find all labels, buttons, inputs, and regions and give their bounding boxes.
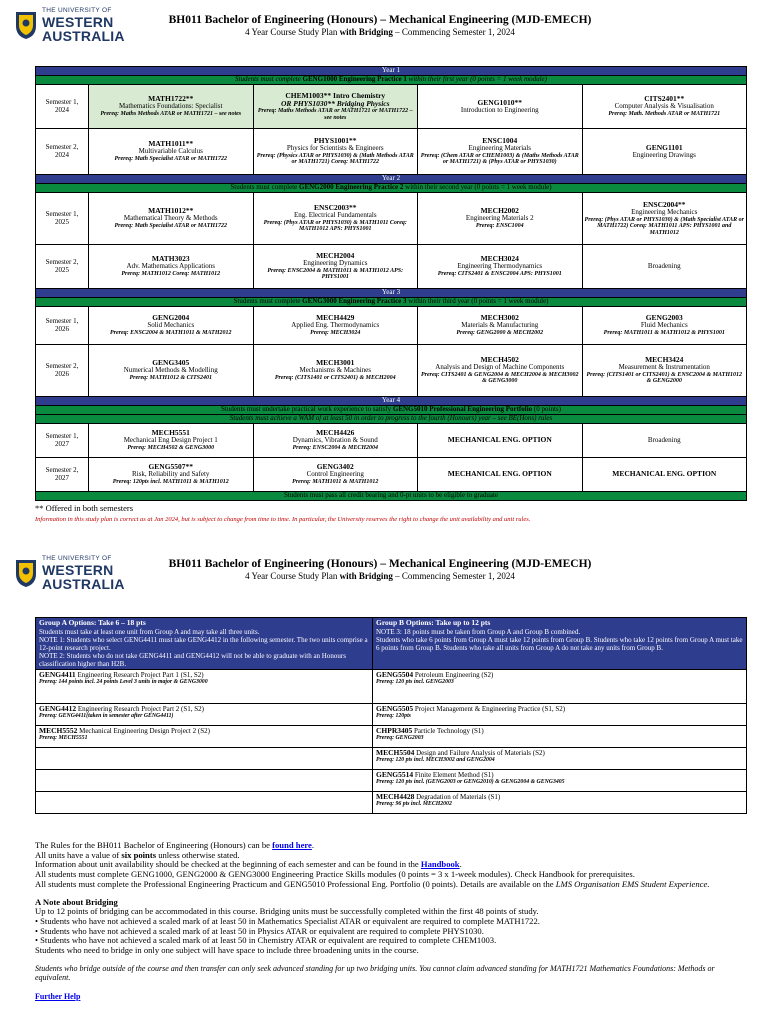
unit-code: MECH2002	[480, 206, 519, 216]
unit-cell	[89, 193, 254, 245]
unit-cell	[582, 129, 747, 175]
group-a-unit	[36, 747, 373, 769]
unit-name: MECHANICAL ENG. OPTION	[612, 469, 717, 479]
logo-line-2: WESTERN	[42, 561, 114, 578]
group-b-unit	[373, 669, 747, 703]
unit-cell	[418, 424, 583, 458]
option-unit-name: Engineering Research Project Part 2 (S1, S2)	[76, 704, 205, 713]
crest-icon	[14, 10, 38, 40]
semester-row	[36, 307, 747, 345]
unit-code: MATH3023	[151, 254, 190, 264]
year-2-header: Year 2	[36, 175, 747, 184]
unit-cell	[253, 424, 418, 458]
option-unit-prereq: Prereq: 120 pts incl. MECH3002 and GENG2004	[376, 757, 495, 764]
unit-cell	[418, 458, 583, 492]
unit-cell	[582, 307, 747, 345]
unit-name: Control Engineering	[306, 470, 364, 479]
option-unit-name: Particle Technology (S1)	[412, 726, 484, 735]
unit-name: Broadening	[647, 435, 681, 444]
unit-cell	[418, 307, 583, 345]
group-b-unit	[373, 791, 747, 813]
uwa-logo	[14, 8, 125, 43]
logo-line-1: THE UNIVERSITY OF	[42, 555, 112, 562]
unit-prereq: Prereq: MECH4502 & GENG3000	[127, 445, 215, 452]
logo-line-3: AUSTRALIA	[42, 27, 125, 44]
unit-prereq: Prereq: Maths Methods ATAR or MATH1721 – see notes	[100, 111, 242, 118]
unit-code: MATH1722**	[148, 94, 194, 104]
option-row	[36, 725, 747, 747]
unit-code: MECH5551	[151, 428, 190, 438]
unit-code: ENSC1004	[482, 135, 518, 145]
option-row	[36, 791, 747, 813]
option-row	[36, 703, 747, 725]
unit-name: Computer Analysis & Visualisation	[614, 102, 714, 111]
unit-name: Engineering Thermodynamics	[457, 262, 543, 271]
unit-name: MECHANICAL ENG. OPTION	[447, 469, 552, 479]
unit-name: Engineering Dynamics	[303, 259, 368, 268]
unit-cell	[418, 193, 583, 245]
year-1-note: Students must complete GENG1000 Engineering Practice 1 within their first year (0 points = 1 week module)	[36, 76, 747, 85]
unit-cell	[418, 245, 583, 289]
handbook-line: Information about unit availability should be checked at the beginning of each semester and can be found in the Handbook.	[35, 859, 462, 870]
unit-code: MECH3424	[645, 354, 684, 364]
graduation-note: Students must pass all credit bearing and 0-pt units to be eligible to graduate	[36, 492, 747, 501]
unit-prereq: Prereq: Math Specialist ATAR or MATH1722	[114, 223, 228, 230]
unit-prereq: Prereq: Math Specialist ATAR or MATH1722	[114, 156, 228, 163]
unit-code: CHEM1003** Intro Chemistry	[285, 90, 386, 100]
unit-name: Physics for Scientists & Engineers	[286, 144, 384, 153]
semester-row	[36, 85, 747, 129]
unit-name: Eng. Electrical Fundamentals	[293, 211, 377, 220]
unit-code: MECH3001	[316, 358, 355, 368]
study-plan-table	[35, 66, 747, 501]
unit-prereq: Prereq: MATH1012 & CITS2401	[129, 375, 212, 382]
unit-prereq: Prereq: Math. Methods ATAR or MATH1721	[608, 111, 721, 118]
semester-label: Semester 1, 2027	[36, 424, 89, 458]
unit-name: Mechanical Eng Design Project 1	[123, 436, 218, 445]
semester-label: Semester 2, 2025	[36, 245, 89, 289]
offered-note: ** Offered in both semesters	[35, 503, 134, 513]
year-3-header: Year 3	[36, 289, 747, 298]
option-unit-code: GENG5504	[376, 669, 414, 679]
group-a-unit	[36, 703, 373, 725]
year-4-note-2: Students must achieve a WAM of at least 50 in order to progress to the fourth (Honours) year – see BE(Hons) rules	[36, 415, 747, 424]
unit-name: Dynamics, Vibration & Sound	[292, 436, 378, 445]
unit-name: Adv. Mathematics Applications	[126, 262, 215, 271]
semester-label: Semester 1, 2026	[36, 307, 89, 345]
option-row	[36, 769, 747, 791]
option-unit-code: MECH5552	[39, 725, 78, 735]
crest-icon	[14, 558, 38, 588]
unit-cell	[418, 129, 583, 175]
unit-cell	[253, 307, 418, 345]
unit-name: Introduction to Engineering	[460, 105, 539, 114]
unit-cell	[418, 345, 583, 397]
bridging-line-4: • Students who have not achieved a scaled mark of at least 50 in Chemistry ATAR or equivalent are required to complete CHEM1003.	[35, 935, 497, 946]
unit-name: Numerical Methods & Modelling	[123, 366, 218, 375]
unit-cell	[582, 85, 747, 129]
unit-name: Analysis and Design of Machine Components	[435, 363, 565, 372]
disclaimer: Information in this study plan is correct as at Jan 2024, but is subject to change from time to time. In particular, the University reserves the right to change the unit availability and unit rules.	[35, 516, 531, 523]
unit-cell	[582, 245, 747, 289]
semester-label: Semester 1, 2025	[36, 193, 89, 245]
unit-prereq: Prereq: (Physics ATAR or PHYS1030) & (Math Methods ATAR or MATH1721) Coreq: MATH1722	[256, 152, 414, 166]
unit-prereq: Prereq: (CITS1401 or CITS2401) & MECH2004	[274, 375, 396, 382]
unit-name: Engineering Mechanics	[631, 207, 698, 216]
group-a-unit	[36, 769, 373, 791]
unit-name: Applied Eng. Thermodynamics	[291, 321, 380, 330]
year-2-note: Students must complete GENG2000 Engineering Practice 2 within their second year (0 points = 1 week module)	[36, 184, 747, 193]
unit-name: Materials & Manufacturing	[461, 321, 539, 330]
unit-prereq: Prereq: MATH1011 & MATH1012	[292, 479, 379, 486]
unit-code: MECH3002	[480, 313, 519, 323]
unit-name: Mechanisms & Machines	[299, 366, 372, 375]
uwa-logo-2	[14, 556, 125, 591]
semester-label: Semester 2, 2027	[36, 458, 89, 492]
unit-prereq: Prereq: CITS2401 & ENSC2004 APS: PHYS1001	[437, 271, 562, 278]
unit-prereq: Prereq: (Phys ATAR or PHYS1030) & (Math Specialist ATAR or MATH1722) Coreq: MATH1011 APS: PHYS1001 and MATH1012	[584, 216, 744, 236]
option-unit-code: GENG5505	[376, 703, 414, 713]
semester-row	[36, 245, 747, 289]
unit-cell	[89, 424, 254, 458]
semester-label: Semester 2, 2026	[36, 345, 89, 397]
option-unit-name: Design and Failure Analysis of Materials (S2)	[414, 748, 545, 757]
unit-code: ENSC2003**	[313, 202, 357, 212]
unit-name: Measurement & Instrumentation	[618, 363, 710, 372]
unit-cell	[253, 129, 418, 175]
unit-name: Broadening	[647, 261, 681, 270]
points-line: All units have a value of six points unless otherwise stated.	[35, 849, 240, 860]
unit-prereq: Prereq: GENG2000 & MECH2002	[456, 330, 544, 337]
unit-cell	[582, 424, 747, 458]
practice-line: All students must complete GENG1000, GENG2000 & GENG3000 Engineering Practice Skills modules (0 points = 3 x 1-week modules). Check Handbook for prerequisites.	[35, 869, 635, 880]
unit-code: MATH1011**	[148, 139, 194, 149]
unit-cell	[253, 85, 418, 129]
unit-prereq: Prereq: (Chem ATAR or CHEM1003) & (Maths Methods ATAR or MATH1721) & (Phys ATAR or PHYS1030)	[420, 152, 579, 166]
unit-code: GENG1101	[645, 142, 683, 152]
option-unit-code: MECH5504	[376, 747, 415, 757]
unit-code: GENG1010**	[477, 97, 523, 107]
portfolio-line: All students must complete the Professional Engineering Practicum and GENG5010 Professional Eng. Portfolio (0 points). Details are available on the LMS Organisation EMS Student Experience.	[35, 878, 710, 889]
further-help-link[interactable]: Further Help	[35, 991, 81, 1001]
unit-cell	[253, 245, 418, 289]
unit-alternative: OR PHYS1030** Bridging Physics	[280, 98, 390, 108]
unit-code: GENG2003	[645, 313, 683, 323]
unit-prereq: Prereq: ENSC2004 & MATH1011 & MATH1012 APS: PHYS1001	[267, 267, 404, 281]
group-b-unit	[373, 769, 747, 791]
unit-name: Mathematical Theory & Methods	[123, 214, 218, 223]
semester-row	[36, 424, 747, 458]
page-header-2	[160, 558, 600, 581]
option-unit-name: Petroleum Engineering (S2)	[413, 670, 494, 679]
unit-cell	[253, 458, 418, 492]
option-unit-prereq: Prereq: 120 pts incl. GENG2003	[376, 679, 454, 686]
unit-prereq: Prereq: MECH3024	[310, 330, 361, 337]
option-unit-prereq: Prereq: MECH5551	[39, 735, 88, 742]
unit-cell	[582, 345, 747, 397]
group-b-unit	[373, 703, 747, 725]
unit-code: MECH4502	[480, 354, 519, 364]
group-b-unit	[373, 725, 747, 747]
option-unit-prereq: Prereq: GENG4411(taken in semester after GENG4411)	[39, 713, 174, 720]
group-a-header: Group A Options: Take 6 – 18 pts Students must take at least one unit from Group A and may take all three units. NOTE 1: Students who select GENG4411 must take GENG4412 in the following semester. The two units comprise a 12-point research project. NOTE 2: Students who do not take GENG4411 and GENG4412 will not be able to graduate with an Honours classification higher than H2B.	[36, 618, 373, 670]
logo-line-1: THE UNIVERSITY OF	[42, 7, 112, 14]
unit-prereq: Prereq: MATH1012 Coreq: MATH1012	[121, 271, 221, 278]
option-unit-code: MECH4428	[376, 791, 415, 801]
transfer-note: Students who bridge outside of the course and then transfer can only seek advanced standing for up two bridging units. You cannot claim advanced standing for MATH1721 Mathematics Foundations: Methods or equivalent.	[35, 963, 715, 982]
unit-prereq: Prereq: ENSC2004 & MECH2004	[292, 445, 378, 452]
unit-name: MECHANICAL ENG. OPTION	[447, 435, 552, 445]
unit-cell	[89, 345, 254, 397]
unit-code: ENSC2004**	[642, 199, 686, 209]
option-unit-name: Engineering Research Project Part 1 (S1, S2)	[75, 670, 204, 679]
unit-code: GENG3402	[316, 462, 354, 472]
year-4-header: Year 4	[36, 397, 747, 406]
unit-cell	[89, 307, 254, 345]
option-unit-name: Finite Element Method (S1)	[413, 770, 494, 779]
page-header	[160, 14, 600, 37]
bridging-line-2: • Students who have not achieved a scaled mark of at least 50 in Mathematics Specialist ATAR or equivalent are required to complete MATH1722.	[35, 915, 540, 926]
unit-name: Engineering Drawings	[632, 150, 696, 159]
option-unit-code: GENG4412	[39, 703, 77, 713]
unit-name: Engineering Materials 2	[465, 214, 534, 223]
semester-row	[36, 129, 747, 175]
group-b-unit	[373, 747, 747, 769]
option-unit-name: Degradation of Materials (S1)	[414, 792, 501, 801]
page-subtitle-2: 4 Year Course Study Plan with Bridging – Commencing Semester 1, 2024	[245, 571, 515, 581]
page-subtitle: 4 Year Course Study Plan with Bridging – Commencing Semester 1, 2024	[245, 27, 515, 37]
semester-label: Semester 1, 2024	[36, 85, 89, 129]
option-unit-prereq: Prereq: 96 pts incl. MECH2002	[376, 801, 452, 808]
logo-line-2: WESTERN	[42, 13, 114, 30]
unit-code: PHYS1001**	[313, 135, 357, 145]
unit-name: Risk, Reliability and Safety	[132, 470, 210, 479]
unit-code: CITS2401**	[644, 94, 685, 104]
unit-name: Engineering Materials	[468, 144, 531, 153]
unit-prereq: Prereq: CITS2401 & GENG2004 & MECH2004 & MECH3002 & GENG3000	[420, 371, 579, 385]
bridging-line-5: Students who need to bridge in only one subject will have space to include three broadening units in the course.	[35, 945, 419, 956]
unit-cell	[89, 129, 254, 175]
group-a-unit	[36, 791, 373, 813]
option-unit-code: GENG5514	[376, 769, 414, 779]
unit-code: MATH1012**	[148, 206, 194, 216]
page-title-2: BH011 Bachelor of Engineering (Honours) – Mechanical Engineering (MJD-EMECH)	[168, 558, 592, 570]
options-table	[35, 617, 747, 814]
unit-cell	[89, 458, 254, 492]
bridging-line-1: Up to 12 points of bridging can be accommodated in this course. Bridging units must be successfully completed within the first 48 points of study.	[35, 906, 539, 917]
option-unit-prereq: Prereq: 120 pts incl. (GENG2003 or GENG2010) & GENG2004 & GENG3405	[376, 779, 565, 786]
option-unit-prereq: Prereq: 144 points incl. 24 points Level 3 units in major & GENG3000	[39, 679, 208, 686]
unit-cell	[582, 458, 747, 492]
rules-link[interactable]: found here	[272, 840, 312, 850]
unit-name: Solid Mechanics	[147, 321, 195, 330]
year-4-note-1: Students must undertake practical work experience to satisfy GENG5010 Professional Engineering Portfolio (0 points)	[36, 406, 747, 415]
option-row	[36, 747, 747, 769]
bridging-heading: A Note about Bridging	[35, 896, 118, 907]
unit-prereq: Prereq: ENSC1004	[475, 223, 524, 230]
option-row	[36, 669, 747, 703]
option-unit-prereq: Prereq: GENG2003	[376, 735, 424, 742]
unit-cell	[418, 85, 583, 129]
rules-line: The Rules for the BH011 Bachelor of Engineering (Honours) can be found here.	[35, 840, 315, 850]
unit-code: MECH3024	[480, 254, 519, 264]
handbook-link[interactable]: Handbook	[420, 859, 460, 870]
unit-prereq: Prereq: (Phys ATAR or PHYS1030) & MATH1011 Coreq: MATH1012 APS: PHYS1001	[263, 219, 407, 233]
year-3-note: Students must complete GENG3000 Engineering Practice 3 within their third year (0 points = 1 week module)	[36, 298, 747, 307]
option-unit-name: Mechanical Engineering Design Project 2 (S2)	[77, 726, 210, 735]
option-unit-name: Project Management & Engineering Practice (S1, S2)	[413, 704, 566, 713]
page-title: BH011 Bachelor of Engineering (Honours) – Mechanical Engineering (MJD-EMECH)	[168, 14, 592, 26]
semester-row	[36, 345, 747, 397]
unit-code: GENG5507**	[148, 462, 194, 472]
notes-section	[35, 841, 747, 1001]
option-unit-code: GENG4411	[39, 669, 76, 679]
unit-prereq: Prereq: 120pts incl. MATH1011 & MATH1012	[112, 479, 229, 486]
group-a-unit	[36, 669, 373, 703]
semester-row	[36, 458, 747, 492]
unit-cell	[89, 245, 254, 289]
unit-prereq: Prereq: Maths Methods ATAR or MATH1721 or MATH1722 – see notes	[257, 108, 413, 121]
unit-name: Multivariable Calculus	[138, 147, 203, 156]
unit-cell	[253, 193, 418, 245]
unit-cell	[89, 85, 254, 129]
year-1-header: Year 1	[36, 67, 747, 76]
unit-code: GENG2004	[152, 313, 190, 323]
unit-prereq: Prereq: (CITS1401 or CITS2401) & ENSC2004 & MATH1012 & GENG2000	[586, 371, 742, 385]
semester-label: Semester 2, 2024	[36, 129, 89, 175]
option-unit-prereq: Prereq: 120pts	[376, 713, 411, 720]
unit-cell	[253, 345, 418, 397]
bridging-line-3: • Students who have not achieved a scaled mark of at least 50 in Physics ATAR or equivalent are required to complete PHYS1030.	[35, 925, 484, 936]
unit-prereq: Prereq: ENSC2004 & MATH1011 & MATH2012	[109, 330, 232, 337]
logo-line-3: AUSTRALIA	[42, 575, 125, 592]
unit-code: MECH2004	[316, 250, 355, 260]
unit-name: Mathematics Foundations: Specialist	[119, 102, 223, 111]
semester-row	[36, 193, 747, 245]
option-unit-code: CHPR3405	[376, 725, 413, 735]
group-a-unit	[36, 725, 373, 747]
unit-code: MECH4426	[316, 428, 355, 438]
unit-prereq: Prereq: MATH1011 & MATH1012 & PHYS1001	[603, 330, 725, 337]
unit-name: Fluid Mechanics	[640, 321, 688, 330]
unit-cell	[582, 193, 747, 245]
unit-code: MECH4429	[316, 313, 355, 323]
group-b-header: Group B Options: Take up to 12 pts NOTE 3: 18 points must be taken from Group A and Group B combined. Students who take 6 points from Group A must take 12 points from Group B. Students who take 12 points from Group A must take 6 points from Group B. Students who take all units from Group A do not take any units from Group B.	[373, 618, 747, 670]
unit-code: GENG3405	[152, 358, 190, 368]
